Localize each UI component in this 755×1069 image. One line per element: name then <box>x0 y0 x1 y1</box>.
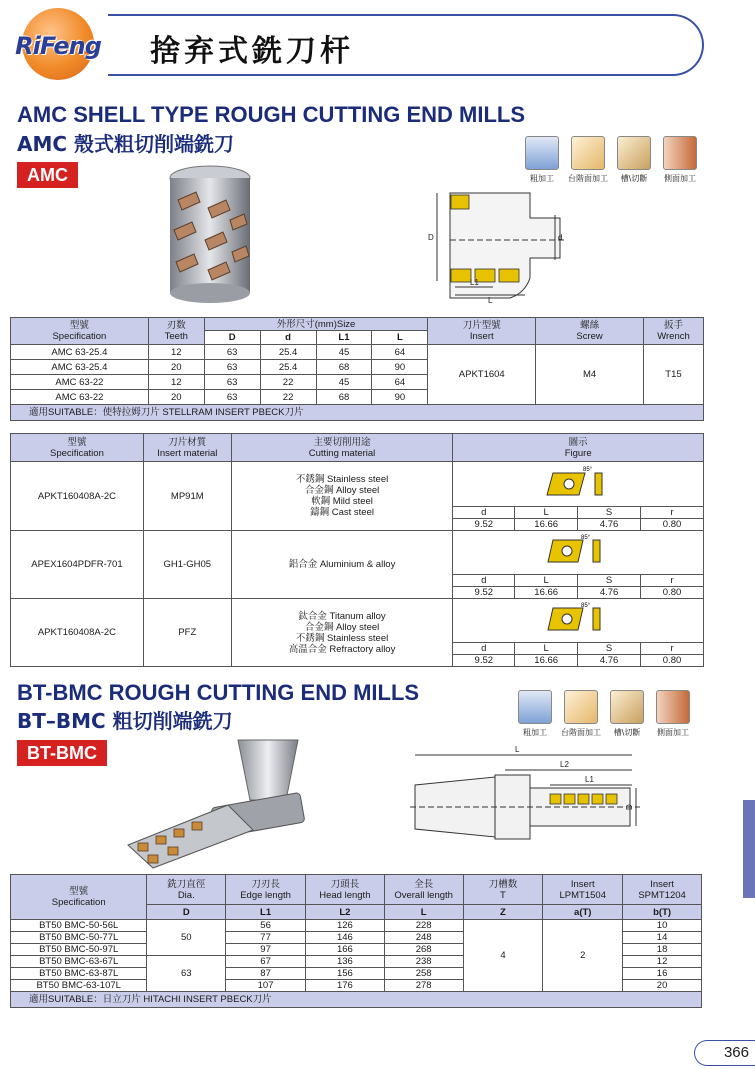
dim-L1: L1 <box>470 278 479 287</box>
amc-h-screw: 螺絲 Screw <box>536 318 644 345</box>
op-slot: 槽\切斷 <box>607 690 647 738</box>
table-row: BT50 BMC-63-67L 63 67 136 238 12 <box>11 956 702 968</box>
table-row: 9.52 16.66 4.76 0.80 <box>11 655 704 667</box>
insert-shape-icon <box>533 600 623 638</box>
table-row: BT50 BMC-50-97L 97 166 268 18 <box>11 944 702 956</box>
slot-count: 4 <box>463 920 543 992</box>
dia-50: 50 <box>147 920 226 956</box>
amc-screw-value: M4 <box>536 345 644 405</box>
svg-text:85°: 85° <box>581 603 591 609</box>
dim-d: d <box>558 233 563 242</box>
table-row: AMC 63-25.4 12 63 25.4 45 64 APKT1604 M4 T15 <box>11 345 704 360</box>
ins-spec: APEX1604PDFR-701 <box>11 531 144 599</box>
amc-h-insert: 刀片型號 Insert <box>428 318 536 345</box>
page-number: 366 <box>694 1040 755 1066</box>
roughing-icon <box>518 690 552 724</box>
op-roughing: 粗加工 <box>515 690 555 738</box>
amc-footer-row: 適用SUITABLE：使特拉姆刀片 STELLRAM INSERT PBECK刀片 <box>11 405 704 421</box>
btbmc-cutter-photo <box>118 735 318 870</box>
op-slot: 槽\切斷 <box>614 136 654 184</box>
bt-h-head: 刀頭長 Head length <box>305 875 384 905</box>
btbmc-title-en: BT-BMC ROUGH CUTTING END MILLS <box>17 680 420 705</box>
table-row: BT50 BMC-63-107L 107 176 278 20 <box>11 980 702 992</box>
op-roughing: 粗加工 <box>522 136 562 184</box>
rifeng-logo <box>8 8 108 80</box>
amc-wrench-value: T15 <box>643 345 703 405</box>
side-face-icon <box>663 136 697 170</box>
insert-shape-icon <box>533 463 623 503</box>
amc-insert-value: APKT1604 <box>428 345 536 405</box>
btbmc-badge: BT-BMC <box>17 740 107 766</box>
step-face-icon <box>571 136 605 170</box>
ins-mat: GH1-GH05 <box>143 531 231 599</box>
btbmc-footer-row: 適用SUITABLE：日立刀片 HITACHI INSERT PBECK刀片 <box>11 992 702 1008</box>
amc-spec-table: 型號 Specification 刃数 Teeth 外形尺寸(mm)Size 刀片型號 Insert 螺絲 Screw 扳手 Wrench D d L1 L AMC 63-25.4 12 63 25.4 45 64 APKT1604 M4 T15 AMC 63-25.4 20 63 25.4 68 90 AMC 63-22 12 63 22 45 64 AMC 63-22 20 63 22 68 90 適用SUITABLE：使特拉姆刀片 STELLRAM INSERT PBECK刀片 <box>10 317 704 421</box>
table-row: 9.52 16.66 4.76 0.80 <box>11 519 704 531</box>
dim-L: L <box>488 296 493 305</box>
ins-mat: PFZ <box>143 599 231 667</box>
amc-h-teeth: 刃数 Teeth <box>148 318 204 345</box>
btbmc-technical-drawing <box>410 740 650 850</box>
amc-h-wrench: 扳手 Wrench <box>643 318 703 345</box>
dim-L: L <box>515 745 520 754</box>
bt-h-spec: 型號 Specification <box>11 875 147 920</box>
insert-figure <box>453 531 704 575</box>
ins-cut: 不銹鋼 Stainless steel 合金鋼 Alloy steel 軟鋼 Mild steel 鑄鋼 Cast steel <box>231 462 453 531</box>
table-row: AMC 63-25.4 20 63 25.4 68 90 <box>11 360 704 375</box>
amc-h-size: 外形尺寸(mm)Size <box>204 318 428 331</box>
ins-h-mat: 刀片材質 Insert material <box>143 434 231 462</box>
step-face-icon <box>564 690 598 724</box>
ins-h-spec: 型號 Specification <box>11 434 144 462</box>
table-row: BT50 BMC-50-77L 77 146 248 14 <box>11 932 702 944</box>
slot-cut-icon <box>610 690 644 724</box>
slot-cut-icon <box>617 136 651 170</box>
amc-cutter-photo <box>150 160 270 310</box>
ins-cut: 鋁合金 Aluminium & alloy <box>231 531 453 599</box>
btbmc-title-zh: BT–BMC 粗切削端銑刀 <box>17 709 233 733</box>
side-tab <box>743 800 755 898</box>
ins-spec: APKT160408A-2C <box>11 462 144 531</box>
insert-a-count: 2 <box>543 920 623 992</box>
op-step: 台階面加工 <box>568 136 608 184</box>
page-title: 捨弃式銑刀杆 <box>150 34 354 69</box>
ins-mat: MP91M <box>143 462 231 531</box>
dim-D: D <box>428 233 434 242</box>
ins-h-fig: 圖示 Figure <box>453 434 704 462</box>
table-row: AMC 63-22 20 63 22 68 90 <box>11 390 704 405</box>
table-row: BT50 BMC-63-87L 87 156 258 16 <box>11 968 702 980</box>
dim-D: D <box>625 804 634 810</box>
logo-text: RiFeng <box>15 32 101 60</box>
amc-insert-table: 型號 Specification 刀片材質 Insert material 主要切削用途 Cutting material 圖示 Figure APKT160408A-2C MP91M 不銹鋼 Stainless steel 合金鋼 Alloy steel 軟鋼 Mild steel 鑄鋼 Cast steel 85° d L S r 9.52 16.66 4.76 0.80 APEX1604PDFR-701 GH1-GH05 鋁合金 Aluminium & alloy 85° d L S r 9.52 16.66 4.76 0.80 APKT160408A-2C PFZ 鈦合金 Titanum alloy 合金鋼 Alloy steel 不銹鋼 Stainless steel 高温合金 Refractory alloy 85° d L S r 9.52 16.66 4.76 0.80 <box>10 433 704 667</box>
table-row: 9.52 16.66 4.76 0.80 <box>11 587 704 599</box>
bt-h-slot: 刀槽数 T <box>463 875 543 905</box>
svg-text:85°: 85° <box>581 535 591 541</box>
svg-text:85°: 85° <box>583 466 593 473</box>
amc-technical-drawing <box>425 185 585 310</box>
amc-title-en: AMC SHELL TYPE ROUGH CUTTING END MILLS <box>17 102 526 127</box>
op-step: 台階面加工 <box>561 690 601 738</box>
amc-operation-icons <box>522 136 700 184</box>
insert-figure <box>453 599 704 643</box>
dim-L1: L1 <box>585 775 594 784</box>
bt-h-ins1: Insert LPMT1504 <box>543 875 623 905</box>
bt-h-ins2: Insert SPMT1204 <box>623 875 702 905</box>
bt-h-all: 全長 Overall length <box>384 875 463 905</box>
amc-h-spec: 型號 Specification <box>11 318 149 345</box>
insert-figure <box>453 462 704 507</box>
amc-badge: AMC <box>17 162 78 188</box>
dia-63: 63 <box>147 956 226 992</box>
insert-shape-icon <box>533 532 623 570</box>
ins-cut: 鈦合金 Titanum alloy 合金鋼 Alloy steel 不銹鋼 Stainless steel 高温合金 Refractory alloy <box>231 599 453 667</box>
op-side: 側面加工 <box>653 690 693 738</box>
btbmc-operation-icons <box>515 690 693 738</box>
btbmc-spec-table: 型號 Specification 銑刀直徑 Dia. 刀刃長 Edge length 刀頭長 Head length 全長 Overall length 刀槽数 T Insert LPMT1504 Insert SPMT1204 D L1 L2 L Z a(T) b(T) BT50 BMC-50-56L 50 56 126 228 4 2 10 BT50 BMC-50-77L 77 146 248 14 BT50 BMC-50-97L 97 166 268 18 BT50 BMC-63-67L 63 67 136 238 12 BT50 BMC-63-87L 87 156 258 16 BT50 BMC-63-107L 107 176 278 20 適用SUITABLE：日立刀片 HITACHI INSERT PBECK刀片 <box>10 874 702 1008</box>
ins-h-cut: 主要切削用途 Cutting material <box>231 434 453 462</box>
dim-L2: L2 <box>560 760 569 769</box>
bt-h-edge: 刀刃長 Edge length <box>226 875 306 905</box>
side-face-icon <box>656 690 690 724</box>
table-row: AMC 63-22 12 63 22 45 64 <box>11 375 704 390</box>
op-side: 側面加工 <box>660 136 700 184</box>
table-row: BT50 BMC-50-56L 50 56 126 228 4 2 10 <box>11 920 702 932</box>
roughing-icon <box>525 136 559 170</box>
bt-h-dia: 銑刀直徑 Dia. <box>147 875 226 905</box>
ins-spec: APKT160408A-2C <box>11 599 144 667</box>
amc-title-zh: AMC 殼式粗切削端銑刀 <box>17 132 235 156</box>
